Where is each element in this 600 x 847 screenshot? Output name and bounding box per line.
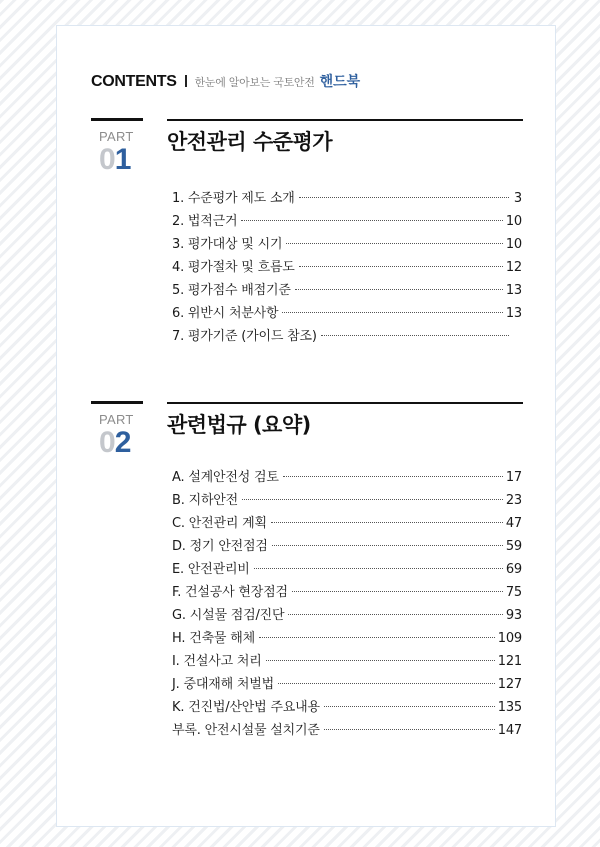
toc-dot-leader: [324, 729, 495, 730]
toc-dot-leader: [299, 266, 503, 267]
toc-entry-page: 13: [505, 283, 522, 298]
toc-entry[interactable]: [172, 187, 522, 210]
toc-dot-leader: [259, 637, 495, 638]
toc-entry-page: 47: [505, 516, 522, 531]
toc-entry-label: 7. 평가기준 (가이드 참조): [172, 329, 317, 344]
toc-dot-leader: [283, 476, 503, 477]
toc-dot-leader: [282, 312, 502, 313]
header-brand: 핸드북: [319, 74, 361, 90]
part-1-rule: [167, 119, 523, 121]
toc-entry-page: 13: [505, 306, 522, 321]
toc-entry-label: 1. 수준평가 제도 소개: [172, 191, 295, 206]
toc-entry[interactable]: [172, 512, 522, 535]
toc-dot-leader: [272, 545, 503, 546]
header-subtitle: 한눈에 알아보는 국토안전: [194, 76, 315, 89]
toc-entry[interactable]: [172, 279, 522, 302]
toc-entry[interactable]: [172, 604, 522, 627]
toc-entry-label: K. 건진법/산안법 주요내용: [172, 700, 320, 715]
part-1-marker-bar: [91, 118, 143, 121]
toc-dot-leader: [324, 706, 495, 707]
part-2-title: 관련법규 (요약): [167, 413, 311, 437]
toc-dot-leader: [295, 289, 503, 290]
toc-entry-page: 121: [497, 654, 522, 669]
contents-heading: CONTENTS: [91, 73, 177, 90]
toc-entry[interactable]: [172, 673, 522, 696]
toc-entry-page: 127: [497, 677, 522, 692]
toc-entry-label: E. 안전관리비: [172, 562, 250, 577]
toc-entry-page: 59: [505, 539, 522, 554]
toc-entry[interactable]: [172, 325, 522, 348]
toc-entry-page: 3: [513, 191, 522, 206]
toc-entry-page: 147: [497, 723, 522, 738]
part-1-title: 안전관리 수준평가: [167, 130, 333, 154]
page-header: [91, 71, 360, 91]
toc-entry[interactable]: [172, 302, 522, 325]
toc-dot-leader: [254, 568, 503, 569]
toc-entry-label: A. 설계안전성 검토: [172, 470, 279, 485]
toc-dot-leader: [321, 335, 509, 336]
toc-entry-page: 10: [505, 237, 522, 252]
part-2-number: 02: [99, 426, 131, 459]
toc-entry-page: 23: [505, 493, 522, 508]
toc-dot-leader: [288, 614, 502, 615]
toc-entry-page: 109: [497, 631, 522, 646]
part-1-toc: [172, 187, 522, 348]
part-2-rule: [167, 402, 523, 404]
toc-entry-label: D. 정기 안전점검: [172, 539, 268, 554]
toc-entry[interactable]: [172, 627, 522, 650]
toc-entry-label: H. 건축물 해체: [172, 631, 255, 646]
toc-dot-leader: [278, 683, 495, 684]
toc-entry[interactable]: [172, 466, 522, 489]
toc-entry-label: J. 중대재해 처벌법: [172, 677, 274, 692]
toc-dot-leader: [292, 591, 503, 592]
toc-entry-label: 4. 평가절차 및 흐름도: [172, 260, 295, 275]
toc-dot-leader: [241, 220, 502, 221]
part-1-label: PART: [99, 129, 134, 144]
toc-entry-page: 12: [505, 260, 522, 275]
toc-entry-label: 2. 법적근거: [172, 214, 238, 229]
toc-entry[interactable]: [172, 210, 522, 233]
toc-entry[interactable]: [172, 719, 522, 742]
toc-entry-page: 10: [505, 214, 522, 229]
toc-entry[interactable]: [172, 535, 522, 558]
toc-entry-page: 69: [505, 562, 522, 577]
toc-entry-label: 3. 평가대상 및 시기: [172, 237, 283, 252]
toc-entry[interactable]: [172, 489, 522, 512]
toc-entry[interactable]: [172, 256, 522, 279]
toc-entry-page: 93: [505, 608, 522, 623]
toc-dot-leader: [266, 660, 495, 661]
toc-dot-leader: [299, 197, 509, 198]
toc-entry-label: 6. 위반시 처분사항: [172, 306, 279, 321]
part-1-number: 01: [99, 143, 131, 176]
toc-entry-label: G. 시설물 점검/진단: [172, 608, 285, 623]
toc-entry-label: B. 지하안전: [172, 493, 239, 508]
toc-entry[interactable]: [172, 558, 522, 581]
toc-entry-label: 5. 평가점수 배점기준: [172, 283, 291, 298]
toc-entry[interactable]: [172, 696, 522, 719]
toc-entry-label: C. 안전관리 계획: [172, 516, 267, 531]
toc-entry[interactable]: [172, 650, 522, 673]
toc-dot-leader: [286, 243, 503, 244]
toc-dot-leader: [271, 522, 503, 523]
toc-dot-leader: [242, 499, 503, 500]
toc-entry[interactable]: [172, 581, 522, 604]
toc-entry-page: 75: [505, 585, 522, 600]
toc-entry-label: I. 건설사고 처리: [172, 654, 262, 669]
part-2-marker-bar: [91, 401, 143, 404]
document-page: [56, 25, 556, 827]
toc-entry-page: 135: [497, 700, 522, 715]
part-2-label: PART: [99, 412, 134, 427]
toc-entry-label: F. 건설공사 현장점검: [172, 585, 288, 600]
toc-entry-page: 17: [505, 470, 522, 485]
toc-entry-label: 부록. 안전시설물 설치기준: [172, 723, 320, 738]
part-2-toc: [172, 466, 522, 742]
toc-entry[interactable]: [172, 233, 522, 256]
header-separator: [185, 75, 187, 87]
